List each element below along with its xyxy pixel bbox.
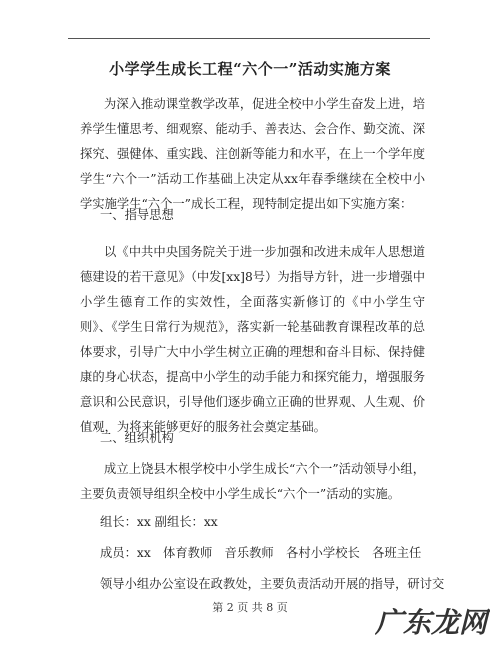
page-footer: 第 2 页 共 8 页 [212, 601, 288, 614]
intro-paragraph: 为深入推动课堂教学改革，促进全校中小学生奋发上进，培养学生懂思考、细观察、能动手、善表达、会合作、勤交流、深探究、强健体、重实践、注创新等能力和水平，在上一个学年度学生“六个一”活动工作基础上决定从xx年春季继续在全校中小学实施学生“六个一”成长工程，现特制定提出如下实施方案： [80, 97, 425, 211]
members-line: 成员：xx 体育教师 音乐教师 各村小学校长 各班主任 [100, 546, 422, 560]
section2-heading: 二、组织机构 [100, 431, 174, 445]
office-line: 领导小组办公室设在政教处，主要负责活动开展的指导，研讨交 [100, 577, 445, 591]
header-rule [68, 38, 430, 39]
section1-heading: 一、指导思想 [100, 208, 174, 222]
section2-paragraph: 成立上饶县木根学校中小学生成长“六个一”活动领导小组，主要负责领导组织全校中小学生成长“六个一”活动的实施。 [80, 462, 425, 501]
section1-paragraph: 以《中共中央国务院关于进一步加强和改进未成年人思想道德建设的若干意见》（中发[xx]8号）为指导方针，进一步增强中小学生德育工作的实效性，全面落实新修订的《中小学生守则》、《学生日常行为规范》，落实新一轮基础教育课程改革的总体要求，引导广大中小学生树立正确的理想和奋斗目标、保持健康的身心状态，提高中小学生的动手能力和探究能力，增强服务意识和公民意识，引导他们逐步确立正确的世界观、人生观、价值观，为将来能够更好的服务社会奠定基础。 [80, 245, 425, 434]
leaders-line: 组长：xx 副组长：xx [100, 515, 218, 529]
watermark-logo [375, 600, 490, 640]
watermark-text: 广东龙网 [375, 606, 488, 639]
document-title: 小学学生成长工程“六个一”活动实施方案 [109, 60, 391, 78]
